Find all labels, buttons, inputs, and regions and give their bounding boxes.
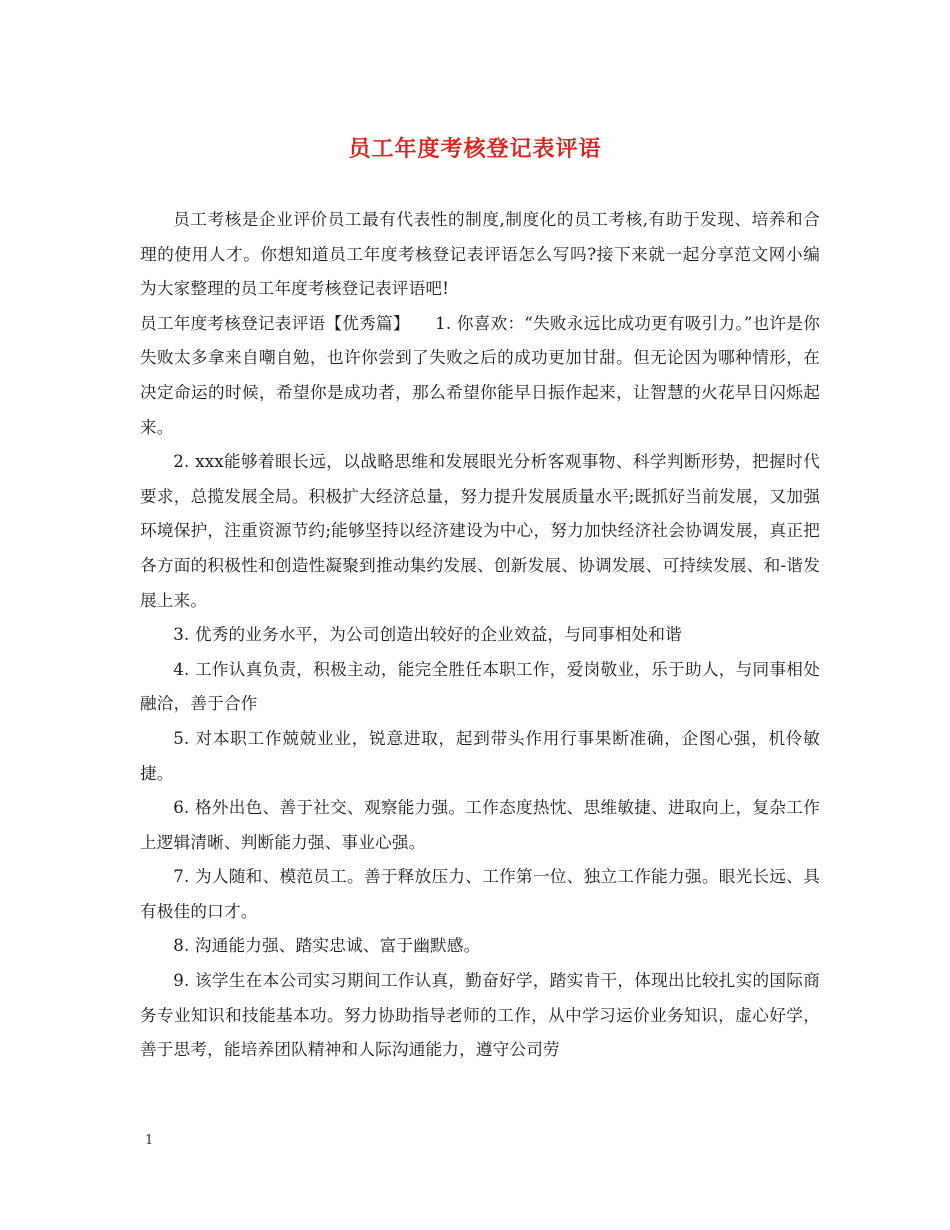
page-number: 1 <box>145 1133 154 1148</box>
section-paragraph-1: 员工年度考核登记表评语【优秀篇】 1. 你喜欢：“失败永远比成功更有吸引力。”也许是你失败太多拿来自嘲自勉，也许你尝到了失败之后的成功更加甘甜。但无论因为哪种情形，在决定命运的时候，希望你是成功者，那么希望你能早日振作起来，让智慧的火花早日闪烁起来。 <box>140 313 820 437</box>
comment-paragraph-6: 6. 格外出色、善于社交、观察能力强。工作态度热忱、思维敏捷、进取向上，复杂工作上逻辑清晰、判断能力强、事业心强。 <box>140 798 820 852</box>
comment-paragraph-5: 5. 对本职工作兢兢业业，锐意进取，起到带头作用行事果断准确，企图心强，机伶敏捷。 <box>140 728 820 783</box>
comment-paragraph-8: 8. 沟通能力强、踏实忠诚、富于幽默感。 <box>173 936 481 956</box>
comment-paragraph-3: 3. 优秀的业务水平，为公司创造出较好的企业效益，与同事相处和谐 <box>173 625 682 645</box>
intro-paragraph: 员工考核是企业评价员工最有代表性的制度,制度化的员工考核,有助于发现、培养和合理的使用人才。你想知道员工年度考核登记表评语怎么写吗?接下来就一起分享范文网小编为大家整理的员工年度考核登记表评语吧! <box>140 210 820 299</box>
document-body <box>140 203 820 1068</box>
comment-paragraph-7: 7. 为人随和、模范员工。善于释放压力、工作第一位、独立工作能力强。眼光长远、具有极佳的口才。 <box>140 867 820 921</box>
document-title: 员工年度考核登记表评语 <box>348 136 602 162</box>
comment-paragraph-2: 2. xxx能够着眼长远，以战略思维和发展眼光分析客观事物、科学判断形势，把握时代要求，总揽发展全局。积极扩大经济总量，努力提升发展质量水平;既抓好当前发展，又加强环境保护，注重资源节约;能够坚持以经济建设为中心，努力加快经济社会协调发展，真正把各方面的积极性和创造性凝聚到推动集约发展、创新发展、协调发展、可持续发展、和-谐发展上来。 <box>140 452 820 610</box>
comment-paragraph-4: 4. 工作认真负责，积极主动，能完全胜任本职工作，爱岗敬业，乐于助人，与同事相处融洽，善于合作 <box>140 659 820 714</box>
comment-paragraph-9: 9. 该学生在本公司实习期间工作认真，勤奋好学，踏实肯干，体现出比较扎实的国际商务专业知识和技能基本功。努力协助指导老师的工作，从中学习运价业务知识，虚心好学，善于思考，能培养团队精神和人际沟通能力，遵守公司劳 <box>140 971 820 1060</box>
